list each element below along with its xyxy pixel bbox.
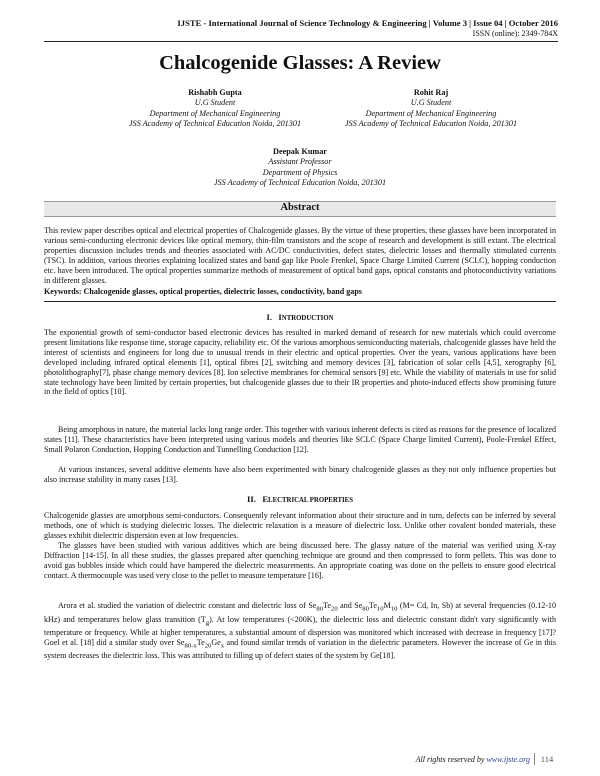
- author-block-1: [90, 88, 340, 130]
- section-heading-electrical: [0, 494, 600, 504]
- electrical-paragraph-2: The glasses have been studied with various additives which are being discussed here. The glassy nature of the material was verified using X-ray Diffraction [14-15]. In all these studies, the glasses prepared after quenching technique are ground and then compressed to form pellets. This was done to avoid gas bubbles inside which could have hampered the dielectric measurements. An appropriate coating was done on the pellets to ensure good electrical contact. A thermocouple was used very close to the pellet to measure temperature [16].: [44, 541, 556, 580]
- author-block-3: [170, 147, 430, 189]
- author-department: Department of Mechanical Engineering: [365, 108, 497, 118]
- author-institution: JSS Academy of Technical Education Noida, 201301: [128, 119, 302, 129]
- paper-title: Chalcogenide Glasses: A Review: [159, 52, 441, 74]
- keywords: Keywords: Chalcogenide glasses, optical properties, dielectric losses, conductivity, band gaps: [44, 287, 362, 296]
- author-name: Rishabh Gupta: [188, 88, 242, 97]
- author-role: U.G Student: [410, 98, 452, 108]
- author-department: Department of Physics: [262, 167, 338, 177]
- issn: ISSN (online): 2349-784X: [472, 29, 558, 38]
- journal-header: IJSTE - International Journal of Science Technology & Engineering | Volume 3 | Issue 04 | October 2016: [177, 18, 558, 28]
- author-role: Assistant Professor: [268, 157, 332, 167]
- author-role: U.G Student: [194, 98, 236, 108]
- footer-url[interactable]: www.ijste.org: [486, 755, 530, 764]
- section-heading-introduction: [0, 312, 600, 322]
- author-institution: JSS Academy of Technical Education Noida, 201301: [213, 178, 387, 188]
- intro-paragraph-3: At various instances, several additive elements have also been experimented with binary chalcogenide glasses as they not only influence properties but also increase stability in many cases [13].: [44, 465, 556, 484]
- page-number: 114: [534, 753, 559, 765]
- section-title-cap: I: [278, 312, 282, 322]
- abstract-divider: [44, 301, 556, 302]
- abstract-text: This review paper describes optical and electrical properties of Chalcogenide glasses. By the virtue of these properties, these glasses have been incorporated in various semi-conducting electronic devices like optical memory, thin-film transistors and the scope of research and development is still extant. The electrical properties discussion includes trends and theories associated with AC/DC conductivities, defect states, dielectric losses and thermally stimulated currents (TSC). In addition, various theories explaining localized states and band gap like Poole Frenkel, Space Charge Limited Current (SCLC), hopping conduction etc. have been introduced. The optical properties summarize methods of measurement of optical band gaps, optical constants and photoconductivity variations in different glasses.: [44, 226, 556, 285]
- electrical-paragraph-3: Arora et al. studied the variation of dielectric constant and dielectric loss of $Se_{80}Te_{20}$ and $Se_{80}Te_{10}M_{10}$ (M= Cd, In, Sb) at several frequencies (0.12-10 kHz) and temperatures below glass transition $(T_g)$. At low temperatures (<200K), the dielectric loss and dielectric constant didn't vary significantly with temperature or frequency. While at higher temperatures, a substantial amount of dispersion was monitored which increased with decrease in frequency [17]? Goel et al. [18] did a similar study over $Se_{80-x}Te_{20}Ge_x$ and found similar trends of variation in the dielectric parameters. However the increase of Ge in this system decreases the dielectric loss. This was attributed to filling up of defect states of the system by Ge[18].: [44, 601, 557, 661]
- section-title-rest: LECTRICAL PROPERTIES: [268, 497, 353, 504]
- author-name: Rohit Raj: [413, 88, 449, 97]
- intro-paragraph-2: Being amorphous in nature, the material lacks long range order. This together with various inherent defects is cited as reasons for the presence of localized states [11]. These characteristics have been interpreted using various models and theories like SCLC (Space Charge limited Current), Poole-Frenkel Effect, Small Polaron Conduction, Hopping Conduction and Tunnelling Conduction [12].: [44, 425, 556, 454]
- author-name: Deepak Kumar: [273, 147, 327, 156]
- section-title-cap: E: [262, 494, 269, 504]
- author-block-2: [306, 88, 556, 130]
- footer-rights: All rights reserved by www.ijste.org: [415, 755, 530, 764]
- header-divider: [44, 41, 558, 42]
- author-institution: JSS Academy of Technical Education Noida, 201301: [344, 119, 518, 129]
- intro-paragraph-1: The exponential growth of semi-conductor based electronic devices has resulted in marked demand of research for new materials which could overcome present limitations like response time, storage capacity, reliability etc. Of the various amorphous semiconducting materials, chalcogenide glasses have held the interest of scientists and engineers for long due to unusual trends in their electric and optical properties. Over the years, various applications have been developed including infrared optical elements [1], optical fibres [2], switching and memory devices [3], fabrication of solar cells [4,5], xerography [6], photolithography[7], phase change memory devices [8]. Ion selective membranes for chemical sensors [9] etc. While the viability of materials in use for solid state technology have been limited by certain properties, but chalcogenide glasses due to their IR properties and photo-induced effects show promising future in the field of optics [10].: [44, 328, 556, 397]
- electrical-paragraph-1: Chalcogenide glasses are amorphous semi-conductors. Consequently relevant information about their structure and in turn, defects can be inferred by several methods, one of which is studying dielectric losses. The dielectric relaxation is a measure of dielectric loss. Unlike other covalent bonded materials, these glasses exhibit dielectric dispersion even at low frequencies.: [44, 511, 556, 540]
- section-title-rest: NTRODUCTION: [281, 315, 334, 322]
- author-department: Department of Mechanical Engineering: [149, 108, 281, 118]
- section-numeral: II.: [247, 494, 256, 504]
- abstract-heading: Abstract: [280, 202, 320, 213]
- section-numeral: I.: [266, 312, 272, 322]
